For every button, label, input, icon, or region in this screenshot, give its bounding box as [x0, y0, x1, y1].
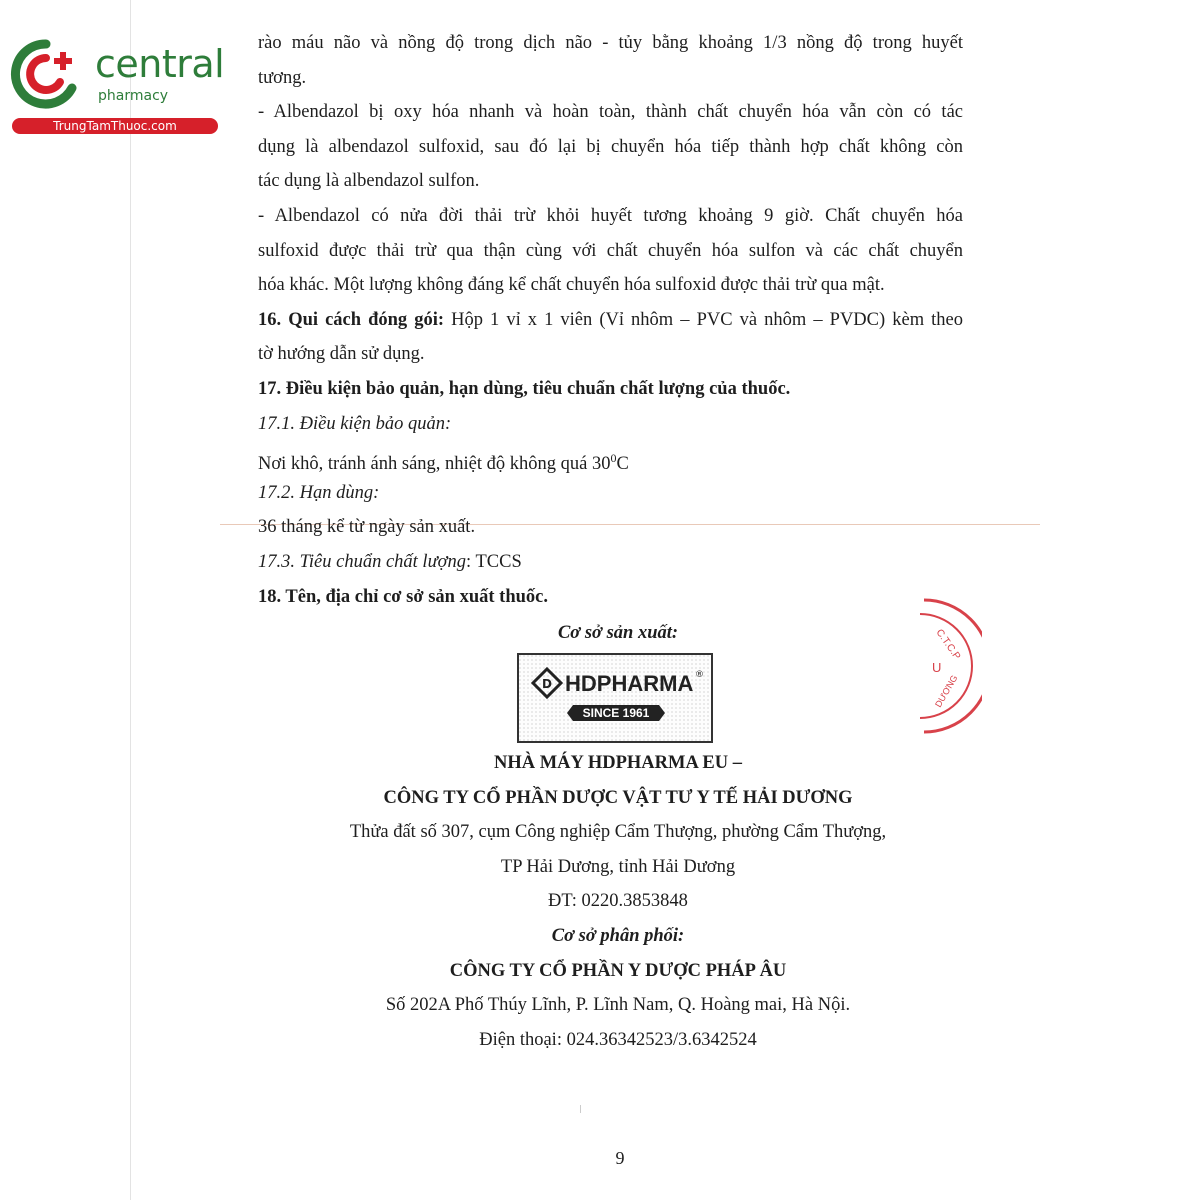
manufacturer-address-2: TP Hải Dương, tỉnh Hải Dương	[500, 856, 736, 877]
section-18-heading: 18. Tên, địa chỉ cơ sở sản xuất thuốc.	[258, 586, 548, 607]
section-17-3-text: : TCCS	[466, 551, 522, 572]
temperature-unit: C	[616, 454, 629, 475]
manufacturer-label: Cơ sở sản xuất:	[557, 623, 679, 643]
page-number: 9	[615, 1148, 625, 1168]
degree-sup: 0	[610, 451, 617, 466]
paragraph-line: tác dụng là albendazol sulfon.	[258, 171, 480, 192]
brand-name: central	[95, 42, 225, 86]
svg-text:HDPHARMA: HDPHARMA	[565, 671, 694, 696]
paragraph-line: - Albendazol bị oxy hóa nhanh và hoàn toàn, thành chất chuyển hóa vẫn còn có tác	[258, 102, 963, 123]
svg-text:SINCE 1961: SINCE 1961	[582, 706, 650, 720]
section-17-1-label: 17.1. Điều kiện bảo quản:	[258, 413, 452, 434]
paragraph-line: hóa khác. Một lượng không đáng kể chất chuyển hóa sulfoxid được thải trừ qua mật.	[258, 275, 885, 296]
section-16	[258, 303, 963, 338]
paragraph-line: tương.	[258, 67, 307, 88]
distributor-address: Số 202A Phố Thúy Lĩnh, P. Lĩnh Nam, Q. Hoàng mai, Hà Nội.	[385, 995, 851, 1016]
paragraph-line: - Albendazol có nửa đời thải trừ khỏi huyết tương khoảng 9 giờ. Chất chuyển hóa	[258, 205, 963, 226]
svg-text:U: U	[932, 660, 942, 675]
svg-text:®: ®	[695, 670, 704, 680]
company-stamp-icon	[918, 596, 982, 736]
svg-text:D: D	[542, 677, 552, 691]
manufacturer-phone: ĐT: 0220.3853848	[548, 891, 688, 912]
distributor-label: Cơ sở phân phối:	[551, 925, 685, 946]
brand-subtitle: pharmacy	[98, 88, 169, 104]
section-17-3	[258, 545, 963, 580]
manufacturer-name-1: NHÀ MÁY HDPHARMA EU –	[493, 753, 742, 773]
paragraph-line: sulfoxid được thải trừ qua thận cùng với chất chuyển hóa sulfon và các chất chuyển	[258, 240, 963, 261]
section-16-text: Hộp 1 vỉ x 1 viên (Vỉ nhôm – PVC và nhôm – PVDC) kèm theo	[444, 309, 963, 330]
hdpharma-logo-art	[519, 655, 711, 741]
section-16-text-2: tờ hướng dẫn sử dụng.	[258, 344, 425, 365]
section-17-3-label: 17.3. Tiêu chuẩn chất lượng	[258, 551, 467, 572]
distributor-name: CÔNG TY CỔ PHẦN Y DƯỢC PHÁP ÂU	[449, 960, 787, 981]
central-logo-mark-icon	[10, 38, 82, 110]
manufacturer-label-block	[258, 616, 978, 651]
section-17-2-text: 36 tháng kể từ ngày sản xuất.	[258, 517, 476, 538]
paragraph-line: dụng là albendazol sulfoxid, sau đó lại bị chuyển hóa tiếp thành hợp chất không còn	[258, 136, 963, 157]
storage-text: Nơi khô, tránh ánh sáng, nhiệt độ không quá 30	[258, 454, 611, 475]
document-body	[258, 26, 963, 614]
central-pharmacy-logo[interactable]	[10, 38, 225, 138]
manufacturer-info	[258, 746, 978, 1057]
svg-text:DƯƠNG: DƯƠNG	[933, 673, 960, 709]
svg-text:C.T.C.P: C.T.C.P	[933, 627, 963, 662]
manufacturer-address-1: Thửa đất số 307, cụm Công nghiệp Cẩm Thượng, phường Cẩm Thượng,	[349, 822, 887, 843]
section-17-heading: 17. Điều kiện bảo quản, hạn dùng, tiêu chuẩn chất lượng của thuốc.	[258, 378, 791, 399]
section-17-1-text	[258, 441, 963, 476]
section-17-2-label: 17.2. Hạn dùng:	[258, 482, 380, 503]
site-url-link[interactable]: TrungTamThuoc.com	[12, 118, 218, 134]
page-edge	[130, 0, 131, 1200]
manufacturer-name-2: CÔNG TY CỔ PHẦN DƯỢC VẬT TƯ Y TẾ HẢI DƯƠNG	[383, 787, 853, 808]
hdpharma-logo	[517, 653, 713, 743]
paragraph-line: rào máu não và nồng độ trong dịch não - tủy bằng khoảng 1/3 nồng độ trong huyết	[258, 33, 963, 53]
scan-mark	[580, 1105, 581, 1113]
distributor-phone: Điện thoại: 024.36342523/3.6342524	[479, 1029, 757, 1050]
section-16-heading: 16. Qui cách đóng gói:	[258, 309, 445, 330]
